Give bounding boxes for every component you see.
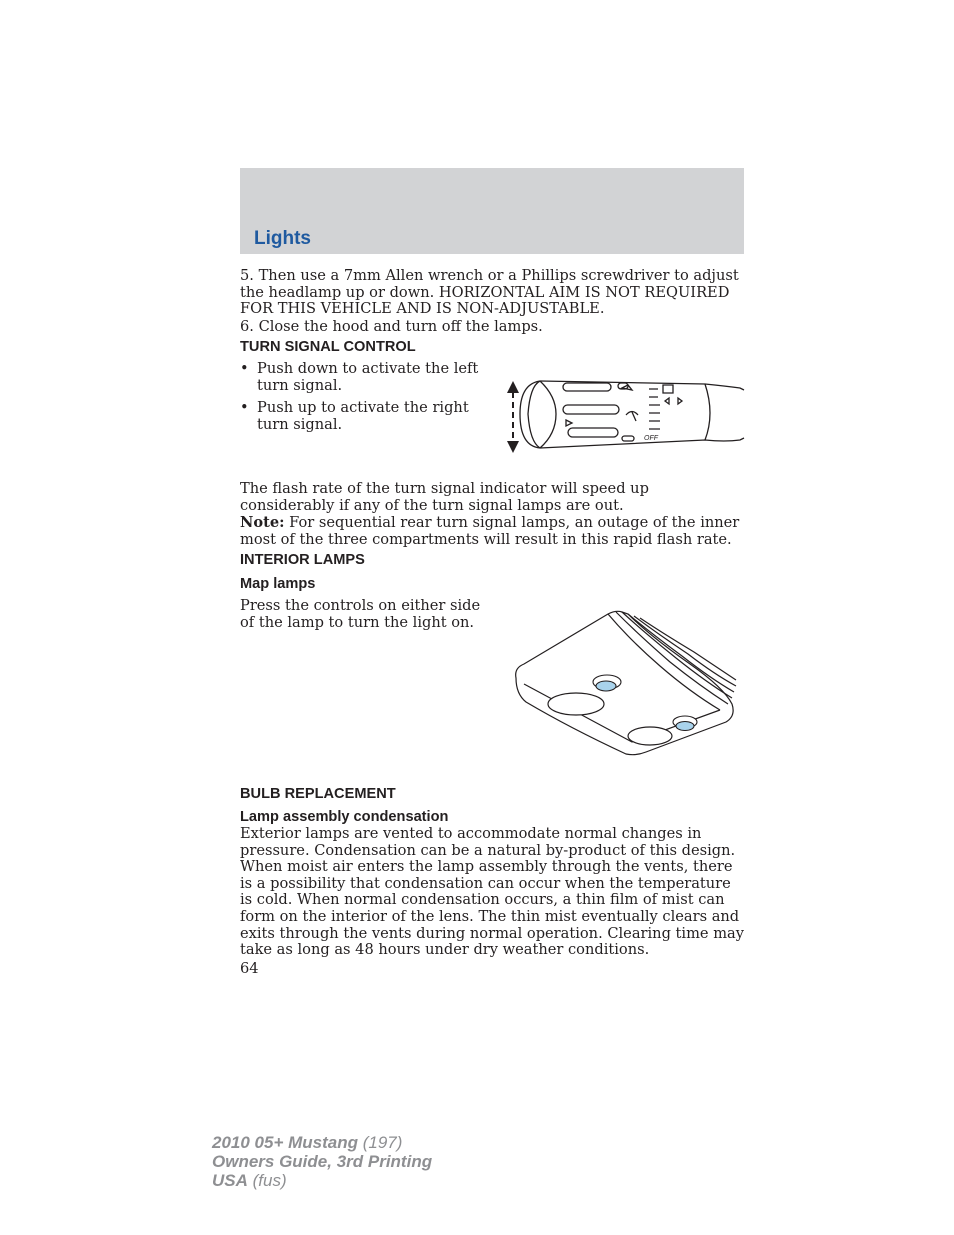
map-lamp-illustration [510, 606, 744, 756]
bullet-marker: • [240, 360, 249, 377]
flash-rate-text: The flash rate of the turn signal indicator will speed up considerably if any of the turn signal lamps are out. [240, 480, 649, 514]
map-lamp-button-left [596, 681, 616, 691]
step-5-text: 5. Then use a 7mm Allen wrench or a Phillips screwdriver to adjust the headlamp up or down. HORIZONTAL AIM IS NOT REQUIRED FOR THIS VEHICLE AND IS NON-ADJUSTABLE. [240, 267, 739, 318]
map-lamps-text: Press the controls on either side of the lamp to turn the light on. [240, 597, 481, 631]
interior-lamps-heading: INTERIOR LAMPS [240, 552, 365, 568]
note-paragraph [240, 515, 744, 548]
print-footer [212, 1133, 432, 1190]
bulb-replacement-heading: BULB REPLACEMENT [240, 786, 396, 802]
page-number: 64 [240, 960, 259, 977]
map-lamp-button-right [676, 722, 694, 731]
section-title: Lights [254, 228, 311, 249]
footer-model-code: (197) [362, 1133, 403, 1152]
bullet-text: Push up to activate the right turn signal. [257, 399, 469, 433]
bullet-right-turn [240, 400, 495, 434]
bullet-text: Push down to activate the left turn signal. [257, 360, 479, 394]
note-label: Note: [240, 514, 285, 531]
footer-line-guide [212, 1152, 432, 1171]
bullet-marker: • [240, 399, 249, 416]
footer-guide: Owners Guide, 3rd Printing [212, 1152, 433, 1171]
footer-line-market [212, 1171, 432, 1190]
footer-market: USA [212, 1171, 248, 1190]
footer-line-model [212, 1133, 432, 1152]
footer-market-code: (fus) [252, 1171, 287, 1190]
note-text: For sequential rear turn signal lamps, an outage of the inner most of the three compartments will result in this rapid flash rate. [240, 514, 740, 548]
footer-model: 2010 05+ Mustang [212, 1133, 358, 1152]
lamp-condensation-heading: Lamp assembly condensation [240, 809, 449, 825]
condensation-text: Exterior lamps are vented to accommodate normal changes in pressure. Condensation can be a natural by-product of this design. When moist air enters the lamp assembly through the vents, there is a possibility that condensation can occur when the temperature is cold. When normal condensation occurs, a thin film of mist can form on the interior of the lens. The thin mist eventually clears and exits through the vents during normal operation. Clearing time may take as long as 48 hours under dry weather conditions. [240, 825, 744, 959]
bullet-left-turn [240, 361, 495, 395]
section-header-band [240, 168, 744, 254]
step-6-text: 6. Close the hood and turn off the lamps. [240, 318, 543, 335]
map-lamps-heading: Map lamps [240, 576, 316, 592]
off-label: OFF [644, 435, 658, 442]
turn-signal-heading: TURN SIGNAL CONTROL [240, 339, 416, 355]
turn-signal-stalk-illustration [500, 376, 750, 458]
